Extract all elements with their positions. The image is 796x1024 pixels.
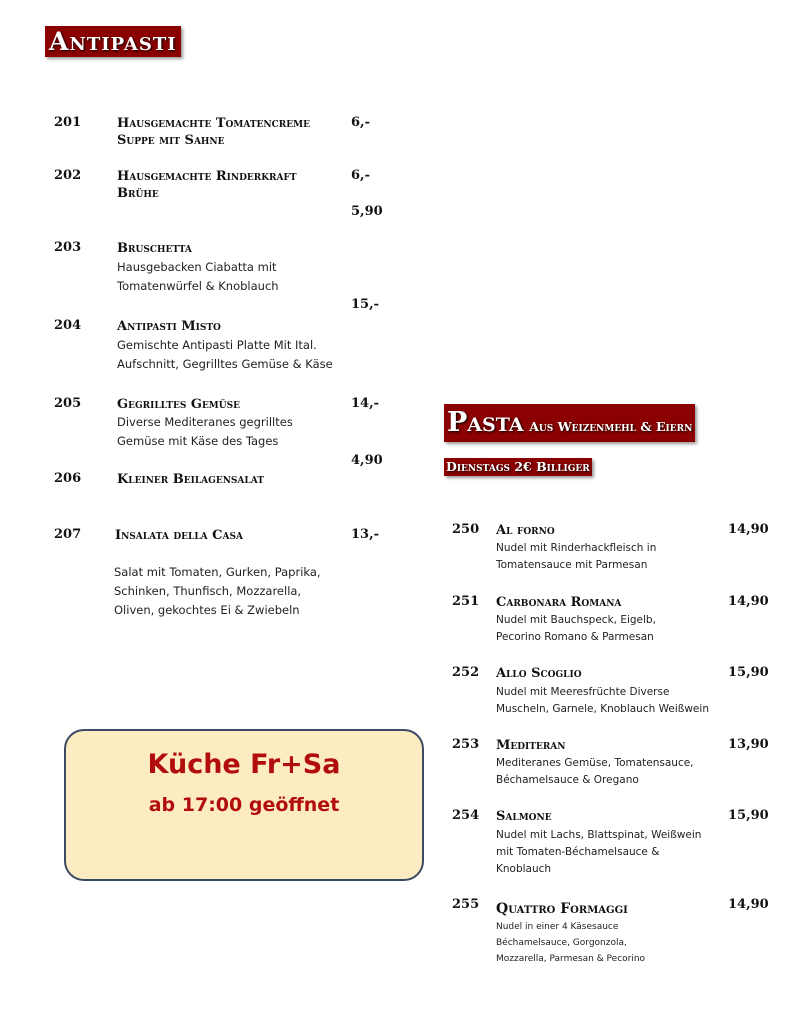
- item-title: Carbonara Romana: [496, 595, 622, 610]
- opening-hours-notice: [64, 729, 424, 881]
- item-description: Nudel mit Meeresfrüchte Diverse Muscheln, Garnele, Knoblauch Weißwein: [496, 686, 709, 715]
- item-description: Nudel mit Lachs, Blattspinat, Weißwein mit Tomaten-Béchamelsauce & Knoblauch: [496, 829, 702, 875]
- notice-days: Küche Fr+Sa: [147, 749, 341, 780]
- item-number: 250: [452, 522, 480, 537]
- item-title: Gegrilltes Gemüse: [117, 397, 240, 412]
- item-price: 15,-: [351, 297, 380, 312]
- pasta-heading: [444, 404, 695, 442]
- item-title: Hausgemachte Tomatencreme Suppe mit Sahne: [117, 116, 310, 148]
- pasta-heading-sub: Aus Weizenmehl & Eiern: [529, 419, 693, 434]
- item-description: Mediteranes Gemüse, Tomatensauce, Béchamelsauce & Oregano: [496, 757, 694, 786]
- antipasti-heading: Antipasti: [45, 26, 181, 57]
- item-title: Hausgemachte Rinderkraft Brühe: [117, 169, 297, 201]
- item-price: 14,90: [728, 897, 769, 912]
- item-title: Salmone: [496, 809, 552, 824]
- item-number: 255: [452, 897, 480, 912]
- item-description: Nudel mit Rinderhackfleisch in Tomatensauce mit Parmesan: [496, 542, 657, 571]
- item-title: Mediteran: [496, 738, 566, 753]
- item-number: 201: [54, 115, 82, 130]
- item-description: Diverse Mediteranes gegrilltes Gemüse mit Käse des Tages: [117, 415, 293, 448]
- item-price: 4,90: [351, 453, 383, 468]
- item-number: 202: [54, 168, 82, 183]
- item-description: Hausgebacken Ciabatta mit Tomatenwürfel & Knoblauch: [117, 260, 279, 293]
- item-number: 204: [54, 318, 82, 333]
- pasta-heading-main: Pasta: [447, 407, 524, 438]
- item-price: 15,90: [728, 808, 769, 823]
- item-title: Al forno: [496, 523, 555, 538]
- item-number: 205: [54, 396, 82, 411]
- item-number: 253: [452, 737, 480, 752]
- item-title: Quattro Formaggi: [496, 901, 628, 917]
- item-price: 14,-: [351, 396, 380, 411]
- item-price: 5,90: [351, 204, 383, 219]
- item-title: Bruschetta: [117, 241, 192, 256]
- item-number: 251: [452, 594, 480, 609]
- item-number: 203: [54, 240, 82, 255]
- item-title: Kleiner Beilagensalat: [117, 472, 264, 487]
- pasta-tagline: Dienstags 2€ Billiger: [446, 459, 590, 474]
- item-title: Antipasti Misto: [117, 319, 221, 334]
- item-number: 254: [452, 808, 480, 823]
- item-description: Salat mit Tomaten, Gurken, Paprika, Schinken, Thunfisch, Mozzarella, Oliven, gekochtes Ei & Zwiebeln: [114, 565, 321, 617]
- item-number: 252: [452, 665, 480, 680]
- item-number: 207: [54, 527, 82, 542]
- notice-time: ab 17:00 geöffnet: [148, 794, 340, 816]
- item-price: 6,-: [351, 115, 370, 130]
- item-description: Nudel mit Bauchspeck, Eigelb, Pecorino Romano & Parmesan: [496, 614, 656, 643]
- item-title: Insalata della Casa: [115, 528, 243, 543]
- item-price: 14,90: [728, 594, 769, 609]
- item-price: 13,90: [728, 737, 769, 752]
- item-price: 15,90: [728, 665, 769, 680]
- item-price: 13,-: [351, 527, 380, 542]
- item-description: Nudel in einer 4 Käsesauce Béchamelsauce, Gorgonzola, Mozzarella, Parmesan & Pecorino: [496, 922, 646, 964]
- item-description: Gemischte Antipasti Platte Mit Ital. Aufschnitt, Gegrilltes Gemüse & Käse: [117, 338, 333, 371]
- item-title: Allo Scoglio: [496, 666, 582, 681]
- item-price: 14,90: [728, 522, 769, 537]
- item-number: 206: [54, 471, 82, 486]
- item-price: 6,-: [351, 168, 370, 183]
